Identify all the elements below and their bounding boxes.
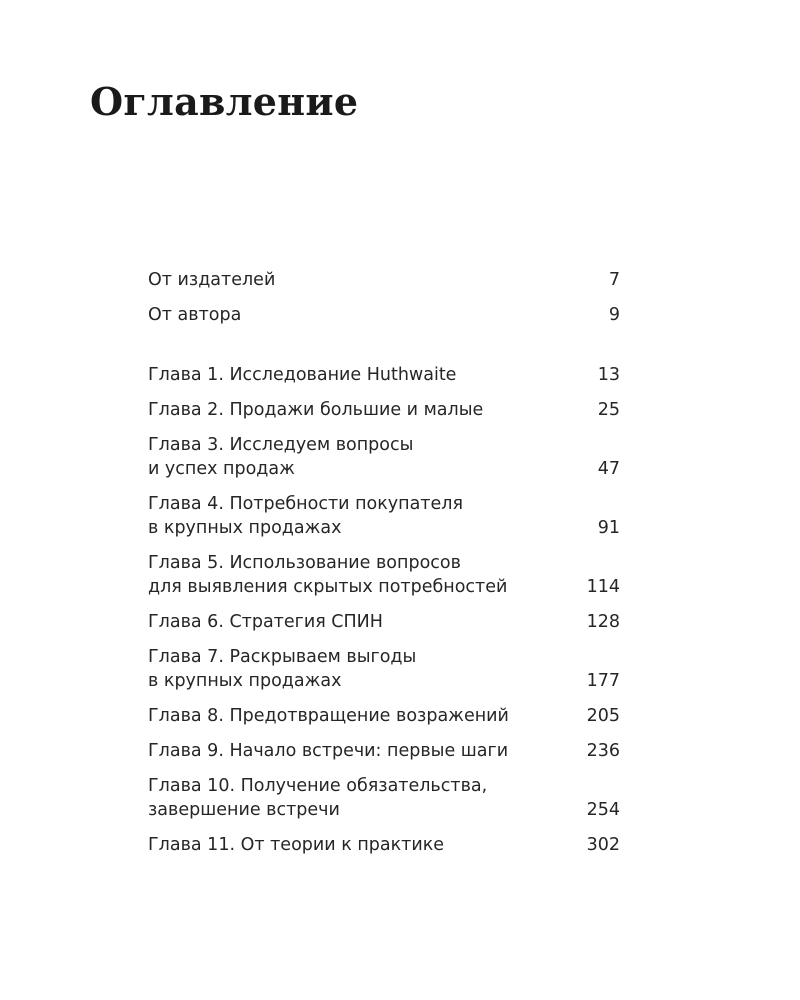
toc-entry-title-continuation: в крупных продажах (148, 518, 342, 538)
table-of-contents (148, 268, 620, 857)
toc-entry-page: 25 (597, 400, 620, 420)
toc-entry-title-continuation: завершение встречи (148, 800, 340, 820)
toc-entry-chapter-8[interactable] (148, 704, 620, 728)
toc-entry-title: Глава 2. Продажи большие и малые (148, 400, 484, 420)
toc-entry-title: Глава 1. Исследование Huthwaite (148, 365, 457, 385)
toc-entry-page: 47 (597, 459, 620, 479)
toc-entry-page: 205 (586, 706, 620, 726)
toc-entry-page: 91 (597, 518, 620, 538)
toc-entry-chapter-1[interactable] (148, 363, 620, 387)
toc-entry-page: 114 (586, 577, 620, 597)
toc-entry-chapter-4[interactable] (148, 492, 620, 540)
toc-entry-title-continuation: и успех продаж (148, 459, 295, 479)
toc-entry-title: Глава 3. Исследуем вопросы (148, 435, 414, 455)
toc-entry-page: 128 (586, 612, 620, 632)
toc-entry-title: Глава 6. Стратегия СПИН (148, 612, 383, 632)
toc-entry-page: 13 (597, 365, 620, 385)
toc-entry-page: 302 (586, 835, 620, 855)
toc-entry-title: От издателей (148, 270, 276, 290)
toc-entry-title: Глава 8. Предотвращение возражений (148, 706, 509, 726)
toc-entry-title: Глава 10. Получение обязательства, (148, 776, 488, 796)
toc-entry-chapter-3[interactable] (148, 433, 620, 481)
toc-entry-chapter-7[interactable] (148, 645, 620, 693)
toc-entry-chapter-10[interactable] (148, 774, 620, 822)
toc-entry-from-author[interactable] (148, 303, 620, 327)
toc-entry-title-continuation: для выявления скрытых потребностей (148, 577, 508, 597)
front-matter-group (148, 268, 620, 327)
toc-entry-page: 236 (586, 741, 620, 761)
chapters-group (148, 363, 620, 857)
toc-entry-title-continuation: в крупных продажах (148, 671, 342, 691)
toc-entry-title: Глава 9. Начало встречи: первые шаги (148, 741, 509, 761)
page-title: Оглавление (90, 79, 359, 124)
toc-entry-title: От автора (148, 305, 242, 325)
toc-entry-from-publishers[interactable] (148, 268, 620, 292)
toc-entry-chapter-2[interactable] (148, 398, 620, 422)
toc-entry-chapter-5[interactable] (148, 551, 620, 599)
toc-entry-title: Глава 7. Раскрываем выгоды (148, 647, 417, 667)
toc-entry-title: Глава 5. Использование вопросов (148, 553, 461, 573)
toc-entry-page: 177 (586, 671, 620, 691)
toc-entry-title: Глава 11. От теории к практике (148, 835, 445, 855)
toc-entry-chapter-9[interactable] (148, 739, 620, 763)
toc-entry-chapter-6[interactable] (148, 610, 620, 634)
toc-entry-page: 254 (586, 800, 620, 820)
toc-entry-title: Глава 4. Потребности покупателя (148, 494, 463, 514)
toc-entry-page: 7 (608, 270, 620, 290)
toc-entry-chapter-11[interactable] (148, 833, 620, 857)
group-spacer (148, 327, 620, 363)
toc-entry-page: 9 (608, 305, 620, 325)
